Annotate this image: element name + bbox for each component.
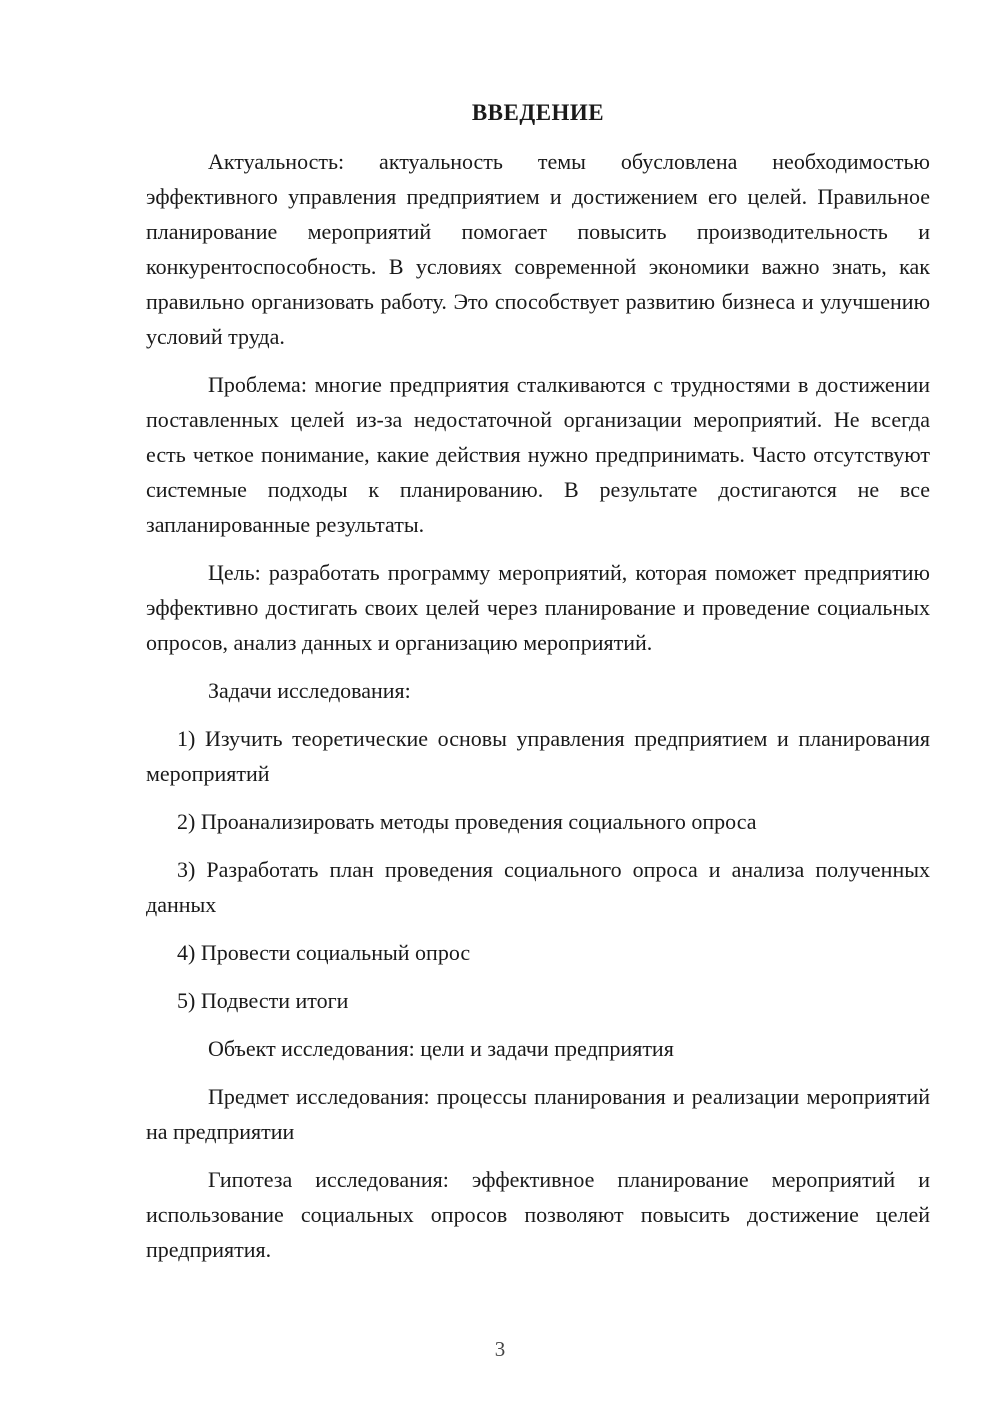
document-title: ВВЕДЕНИЕ	[471, 100, 605, 125]
paragraph-problema: Проблема: многие предприятия сталкиваются с трудностями в достижении поставленных целей из-за недостаточной организации мероприятий. Не всегда есть четкое понимание, какие действия нужно предпринимать. Часто отсутствуют системные подходы к планированию. В результате достигаются не все запланированные результаты.	[146, 372, 930, 537]
document-content	[146, 95, 930, 1280]
task-item-1: 1) Изучить теоретические основы управления предприятием и планирования мероприятий	[146, 726, 930, 786]
paragraph-zadachi-header: Задачи исследования:	[208, 678, 411, 703]
task-item-3: 3) Разработать план проведения социального опроса и анализа полученных данных	[146, 857, 930, 917]
task-item-5: 5) Подвести итоги	[177, 988, 349, 1013]
paragraph-predmet: Предмет исследования: процессы планирования и реализации мероприятий на предприятии	[146, 1084, 930, 1144]
paragraph-aktualnost: Актуальность: актуальность темы обусловлена необходимостью эффективного управления предприятием и достижением его целей. Правильное планирование мероприятий помогает повысить производительность и конкурентоспособность. В условиях современной экономики важно знать, как правильно организовать работу. Это способствует развитию бизнеса и улучшению условий труда.	[146, 149, 930, 349]
paragraph-tsel: Цель: разработать программу мероприятий, которая поможет предприятию эффективно достигать своих целей через планирование и проведение социальных опросов, анализ данных и организацию мероприятий.	[146, 560, 930, 655]
page-number: 3	[494, 1337, 506, 1361]
paragraph-gipoteza: Гипотеза исследования: эффективное планирование мероприятий и использование социальных опросов позволяют повысить достижение целей предприятия.	[146, 1167, 930, 1262]
task-item-4: 4) Провести социальный опрос	[177, 940, 471, 965]
paragraph-objekt: Объект исследования: цели и задачи предприятия	[208, 1036, 674, 1061]
task-item-2: 2) Проанализировать методы проведения социального опроса	[177, 809, 757, 834]
